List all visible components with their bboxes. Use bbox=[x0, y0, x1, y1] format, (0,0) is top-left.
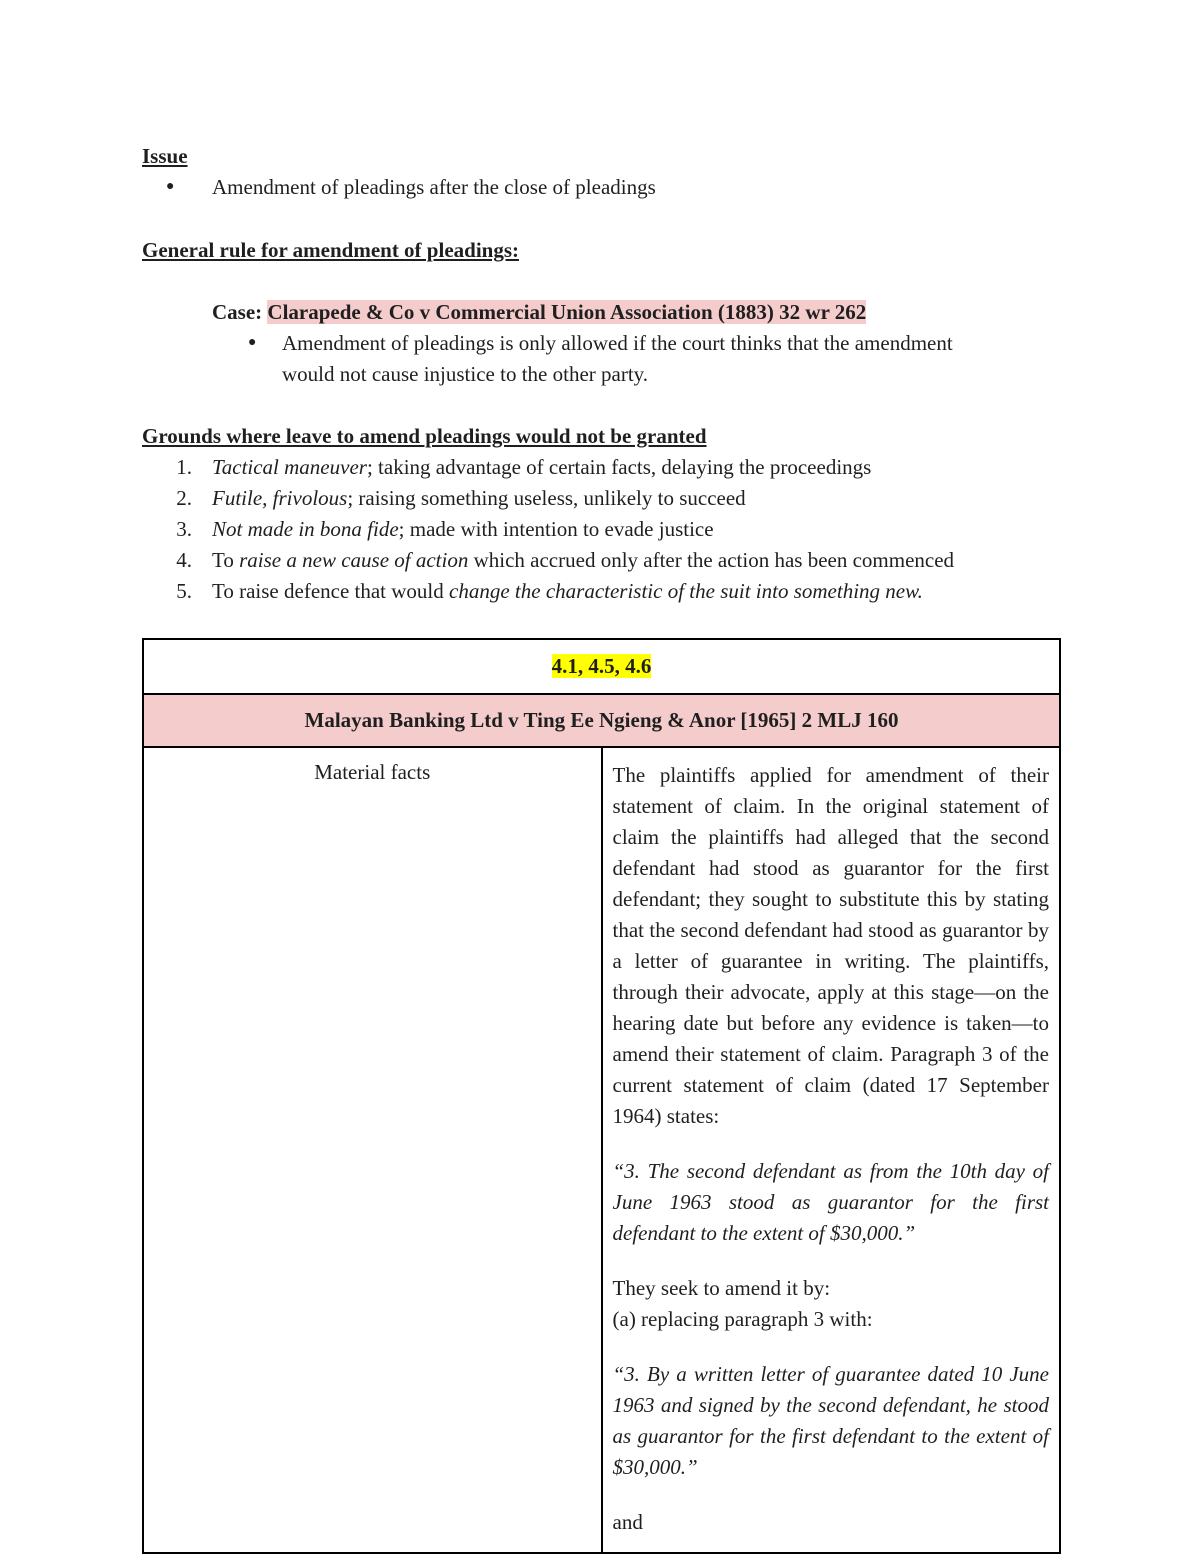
seek-amend-text: They seek to amend it by: bbox=[612, 1276, 831, 1300]
issue-heading: Issue bbox=[142, 144, 188, 168]
bullet-icon: ● bbox=[248, 335, 257, 350]
issue-bullet-text: Amendment of pleadings after the close of pleadings bbox=[212, 175, 656, 199]
item-text-post: ; taking advantage of certain facts, delaying the proceedings bbox=[366, 455, 872, 479]
section-ref-cell bbox=[143, 639, 1060, 694]
item-text-italic: raise a new cause of action bbox=[239, 548, 469, 572]
list-item bbox=[212, 484, 746, 512]
list-number: 5. bbox=[176, 579, 192, 603]
list-number: 3. bbox=[176, 517, 192, 541]
and-text: and bbox=[612, 1510, 643, 1534]
material-facts-body bbox=[602, 747, 1061, 1553]
rule-bullet-line2: would not cause injustice to the other party. bbox=[282, 362, 649, 386]
facts-paragraph: The plaintiffs applied for amendment of their statement of claim. In the original statement of claim the plaintiffs had alleged that the second defendant had stood as guarantor for the first defendant; they sought to substitute this by stating that the second defendant had stood as guarantor by a letter of guarantee in writing. The plaintiffs, through their advocate, apply at this stage—on the hearing date but before any evidence is taken—to amend their statement of claim. Paragraph 3 of the current statement of claim (dated 17 September 1964) states: bbox=[612, 763, 1049, 1128]
list-item bbox=[212, 453, 871, 481]
list-number: 4. bbox=[176, 548, 192, 572]
seek-amend-a: (a) replacing paragraph 3 with: bbox=[612, 1307, 873, 1331]
case-title: Malayan Banking Ltd v Ting Ee Ngieng & Anor [1965] 2 MLJ 160 bbox=[143, 694, 1060, 747]
general-rule-heading: General rule for amendment of pleadings: bbox=[142, 238, 519, 262]
list-item bbox=[212, 546, 954, 574]
item-text-italic: Tactical maneuver bbox=[212, 455, 367, 479]
list-item bbox=[212, 577, 923, 605]
item-text-italic: Not made in bona fide bbox=[212, 517, 399, 541]
item-text-italic: Futile, frivolous bbox=[212, 486, 348, 510]
case-name: Clarapede & Co v Commercial Union Association (1883) 32 wr 262 bbox=[267, 300, 867, 324]
case-table bbox=[142, 638, 1061, 1554]
section-ref: 4.1, 4.5, 4.6 bbox=[551, 654, 652, 678]
grounds-heading: Grounds where leave to amend pleadings would not be granted bbox=[142, 424, 707, 448]
item-text-italic: change the characteristic of the suit into something new. bbox=[449, 579, 923, 603]
case-line bbox=[212, 298, 866, 326]
item-text-post: which accrued only after the action has been commenced bbox=[468, 548, 955, 572]
item-text-post: ; raising something useless, unlikely to succeed bbox=[347, 486, 746, 510]
item-text-pre: To bbox=[212, 548, 240, 572]
quote-original: “3. The second defendant as from the 10th day of June 1963 stood as guarantor for the first defendant to the extent of $30,000.” bbox=[612, 1159, 1049, 1245]
bullet-icon: ● bbox=[166, 179, 175, 194]
item-text-post: ; made with intention to evade justice bbox=[398, 517, 714, 541]
quote-amended: “3. By a written letter of guarantee dated 10 June 1963 and signed by the second defendant, he stood as guarantor for the first defendant to the extent of $30,000.” bbox=[612, 1362, 1049, 1479]
item-text-pre: To raise defence that would bbox=[212, 579, 450, 603]
list-number: 1. bbox=[176, 455, 192, 479]
list-item bbox=[212, 515, 714, 543]
case-label: Case: bbox=[212, 300, 263, 324]
material-facts-label: Material facts bbox=[143, 747, 602, 1553]
list-number: 2. bbox=[176, 486, 192, 510]
rule-bullet-line1: Amendment of pleadings is only allowed if the court thinks that the amendment bbox=[282, 331, 953, 355]
